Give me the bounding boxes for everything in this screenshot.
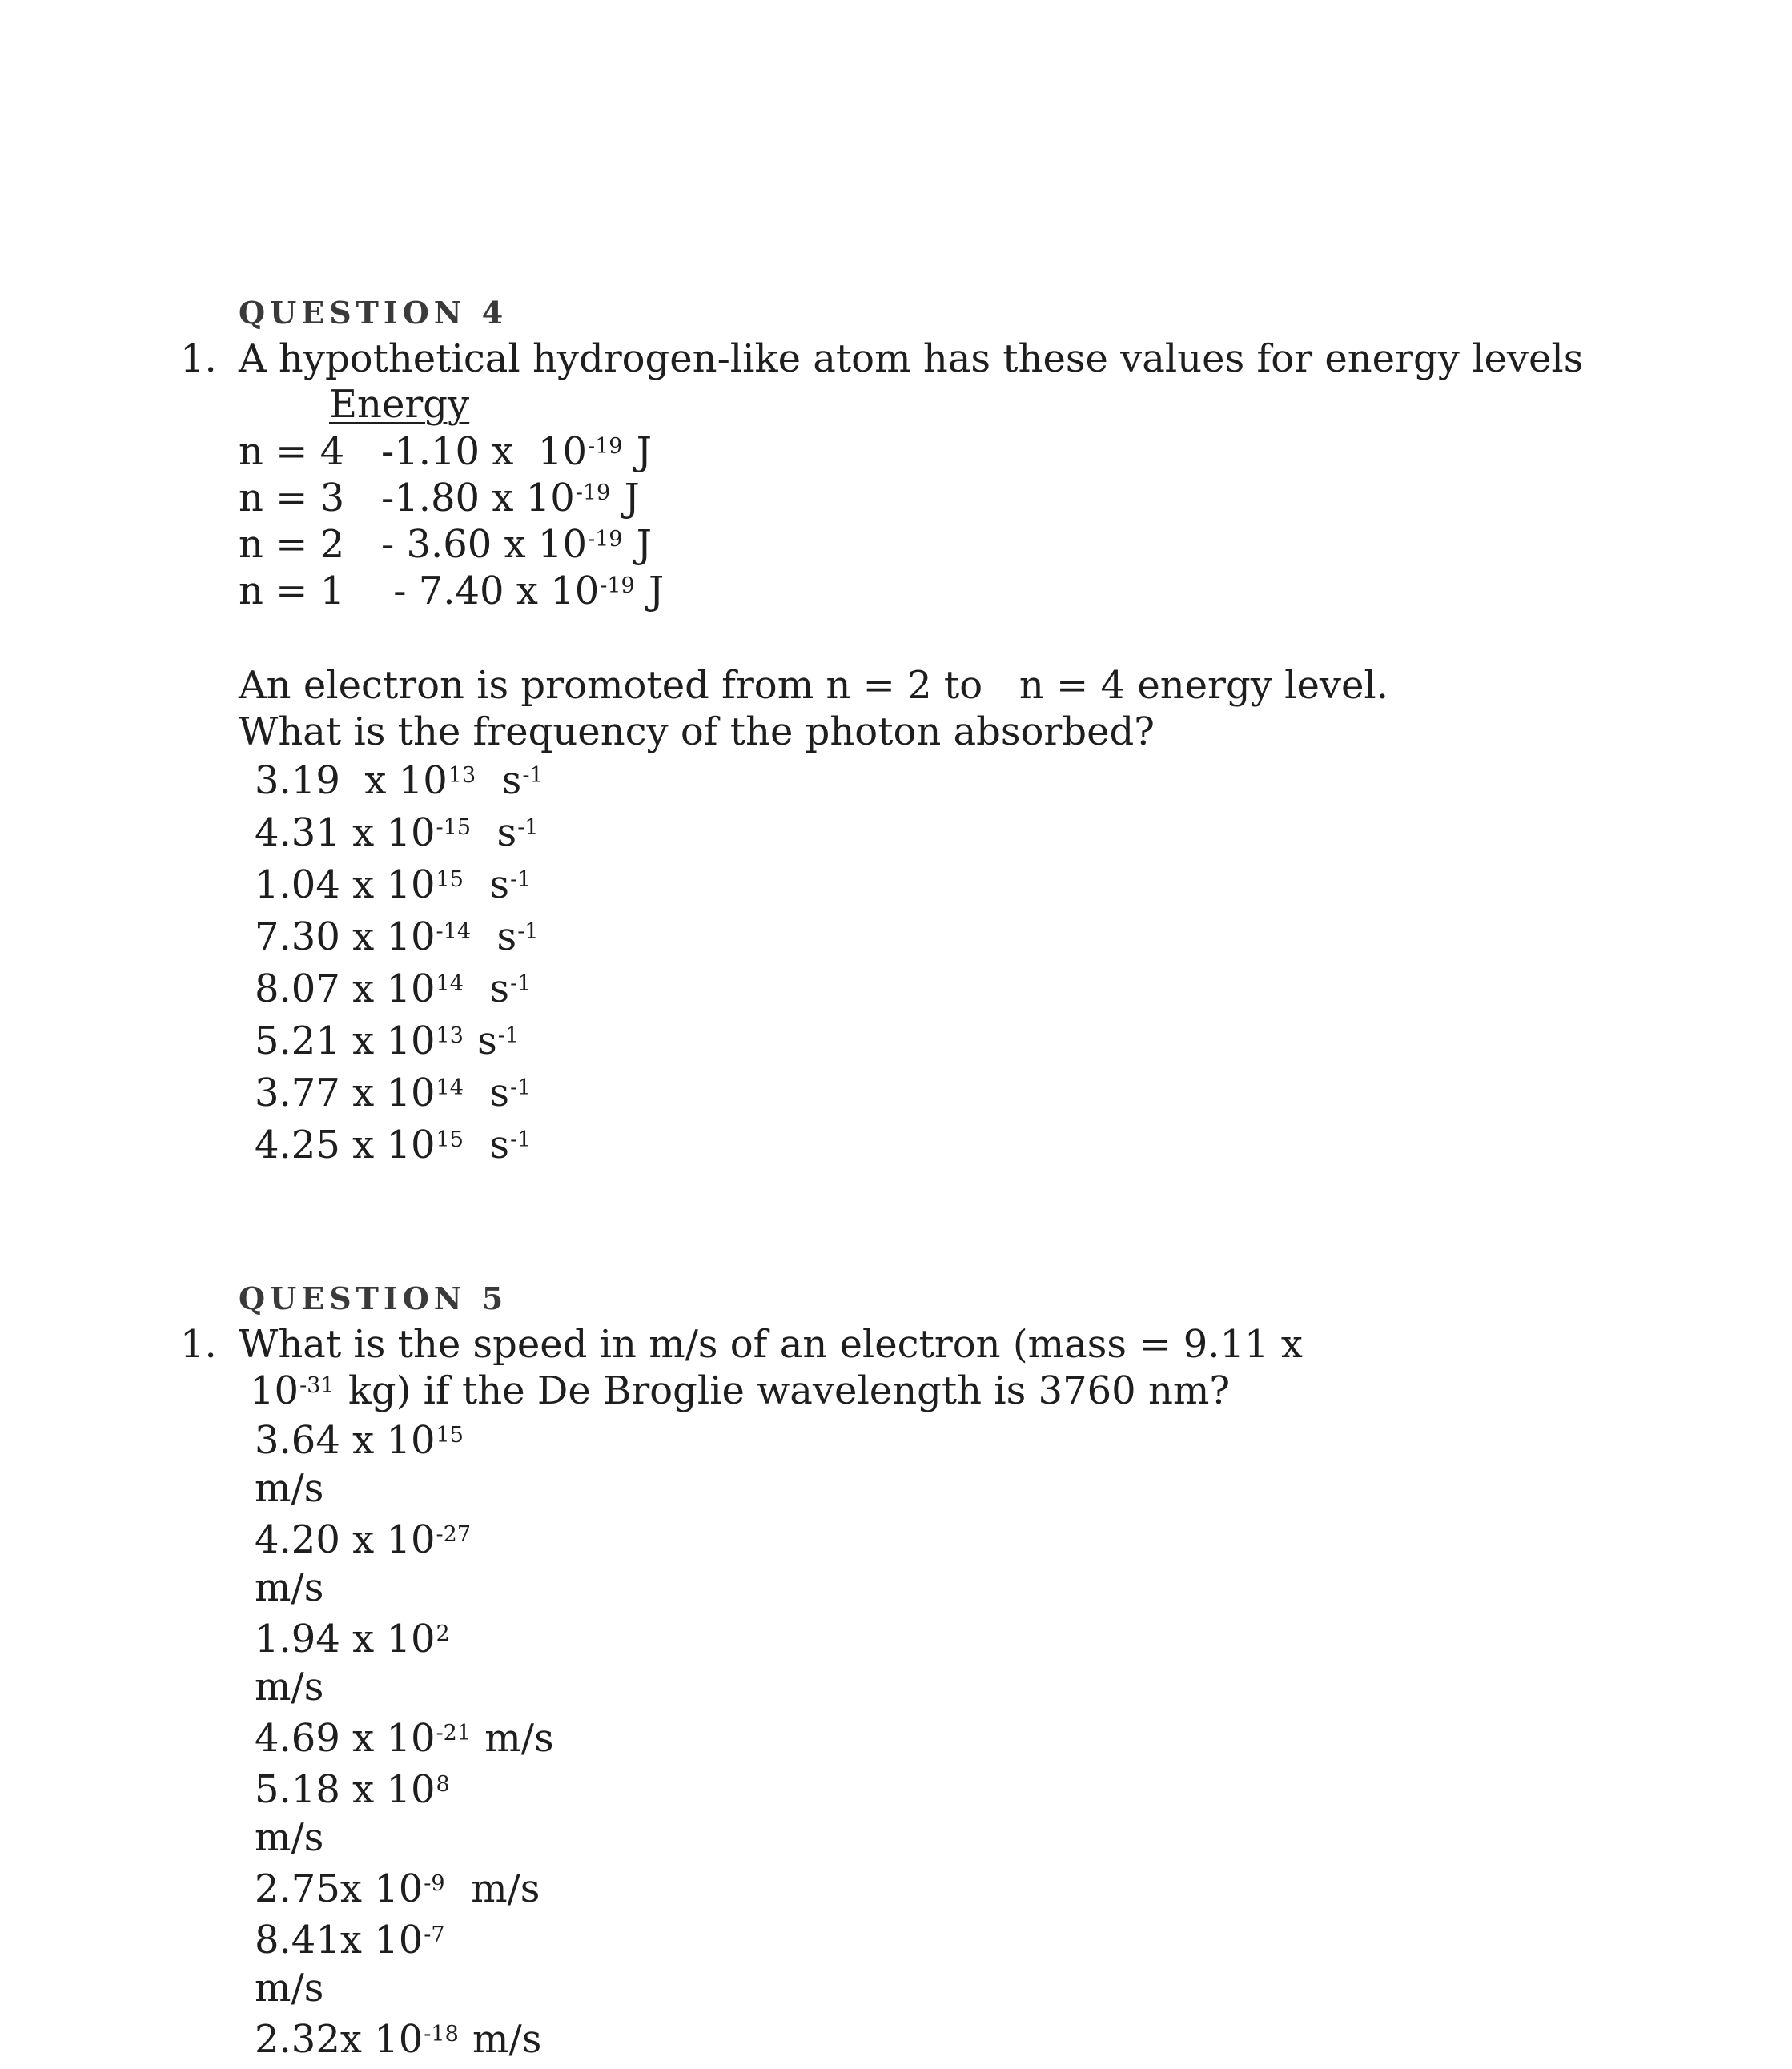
- level-mantissa: - 3.60 x 10: [380, 522, 587, 567]
- exponent: -1: [522, 763, 544, 788]
- exponent: 15: [436, 1127, 464, 1152]
- exponent: -27: [436, 1522, 472, 1547]
- exponent: 14: [436, 1075, 464, 1100]
- level-unit: J: [612, 476, 640, 520]
- value-text: s: [472, 810, 517, 855]
- value-text: 10: [250, 1368, 299, 1413]
- answer-option[interactable]: [255, 1123, 532, 1167]
- value-text: 7.30 x 10: [255, 914, 436, 959]
- answer-option[interactable]: [255, 966, 532, 1011]
- exponent: -7: [424, 1922, 445, 1947]
- exponent: 2: [436, 1621, 450, 1646]
- exponent: -9: [424, 1871, 445, 1896]
- exponent: 13: [436, 1023, 464, 1048]
- level-exponent: -19: [587, 434, 623, 459]
- value-text: 1.04 x 10: [255, 862, 436, 907]
- answer-option-unit: m/s: [255, 1466, 324, 1511]
- answer-option-unit: m/s: [255, 1815, 324, 1860]
- level-label: n = 1: [239, 568, 345, 613]
- answer-option[interactable]: [255, 1071, 532, 1115]
- value-text: 3.19 x 10: [255, 758, 448, 803]
- value-text: s: [464, 1018, 497, 1063]
- value-text: m/s: [446, 1866, 540, 1911]
- value-text: 4.20 x 10: [255, 1517, 436, 1562]
- level-exponent: -19: [587, 527, 623, 552]
- value-text: 2.75x 10: [255, 1866, 424, 1911]
- exponent: 13: [448, 763, 476, 788]
- energy-column-header: Energy: [329, 382, 470, 427]
- value-text: 5.21 x 10: [255, 1018, 436, 1063]
- value-text: s: [472, 914, 517, 959]
- value-text: m/s: [472, 1716, 554, 1761]
- level-exponent: -19: [600, 573, 635, 598]
- answer-option-unit: m/s: [255, 1565, 324, 1610]
- value-text: kg) if the De Broglie wavelength is 3760 nm?: [335, 1368, 1231, 1413]
- answer-option-unit: m/s: [255, 1966, 324, 2011]
- answer-option[interactable]: [255, 1767, 452, 1812]
- exponent: 15: [436, 1423, 464, 1448]
- answer-option[interactable]: [255, 1517, 472, 1562]
- value-text: 1.94 x 10: [255, 1617, 436, 1661]
- exponent: -18: [424, 2022, 459, 2047]
- value-text: 4.25 x 10: [255, 1123, 436, 1167]
- energy-level-row: [239, 476, 640, 520]
- exponent: -1: [510, 1075, 532, 1100]
- q4-item-number: 1.: [180, 336, 217, 381]
- question-5-heading: QUESTION 5: [239, 1280, 508, 1316]
- level-unit: J: [624, 522, 652, 567]
- value-text: s: [477, 758, 522, 803]
- exponent: 8: [436, 1772, 450, 1797]
- level-label: n = 2: [239, 522, 345, 567]
- q4-prompt: A hypothetical hydrogen-like atom has these values for energy levels: [239, 336, 1584, 381]
- exponent: -1: [510, 971, 532, 996]
- value-text: 8.07 x 10: [255, 966, 436, 1011]
- answer-option-unit: m/s: [255, 1665, 324, 1709]
- value-text: 3.77 x 10: [255, 1071, 436, 1115]
- exponent: -14: [436, 919, 472, 944]
- answer-option[interactable]: [255, 1617, 452, 1661]
- value-text: s: [464, 1123, 510, 1167]
- exponent: -1: [510, 867, 532, 892]
- value-text: 4.31 x 10: [255, 810, 436, 855]
- exponent: -15: [436, 815, 472, 840]
- value-text: 2.32x 10: [255, 2017, 424, 2062]
- energy-level-row: [239, 522, 652, 567]
- question-4-heading: QUESTION 4: [239, 295, 508, 331]
- exponent: -1: [517, 815, 539, 840]
- answer-option[interactable]: [255, 2017, 542, 2062]
- exponent: 15: [436, 867, 464, 892]
- answer-option[interactable]: [255, 1716, 554, 1761]
- value-text: 8.41x 10: [255, 1918, 424, 1963]
- exponent: -1: [510, 1127, 532, 1152]
- level-exponent: -19: [575, 480, 611, 505]
- level-unit: J: [636, 568, 665, 613]
- exponent: -21: [436, 1721, 472, 1746]
- answer-option[interactable]: [255, 1418, 465, 1463]
- q4-statement-2: What is the frequency of the photon absorbed?: [239, 709, 1155, 754]
- answer-option[interactable]: [255, 1918, 447, 1963]
- exponent: -31: [299, 1373, 335, 1398]
- answer-option[interactable]: [255, 810, 540, 855]
- energy-level-row: [239, 568, 665, 613]
- answer-option[interactable]: [255, 862, 532, 907]
- exponent: 14: [436, 971, 464, 996]
- value-text: 4.69 x 10: [255, 1716, 436, 1761]
- answer-option[interactable]: [255, 914, 540, 959]
- value-text: 5.18 x 10: [255, 1767, 436, 1812]
- q4-statement-1: An electron is promoted from n = 2 to n = 4 energy level.: [239, 663, 1388, 708]
- level-mantissa: -1.10 x 10: [380, 429, 587, 474]
- level-mantissa: - 7.40 x 10: [380, 568, 600, 613]
- exponent: -1: [497, 1023, 520, 1048]
- value-text: s: [464, 862, 510, 907]
- q5-item-number: 1.: [180, 1322, 217, 1367]
- value-text: 3.64 x 10: [255, 1418, 436, 1463]
- level-label: n = 3: [239, 476, 345, 520]
- answer-option[interactable]: [255, 1018, 520, 1063]
- q5-prompt-line-2: [250, 1368, 1231, 1413]
- value-text: s: [464, 966, 510, 1011]
- energy-level-row: [239, 429, 652, 474]
- answer-option[interactable]: [255, 758, 545, 803]
- value-text: s: [464, 1071, 510, 1115]
- q5-prompt-line-1: What is the speed in m/s of an electron (mass = 9.11 x: [239, 1322, 1303, 1367]
- answer-option[interactable]: [255, 1866, 540, 1911]
- level-mantissa: -1.80 x 10: [380, 476, 575, 520]
- level-label: n = 4: [239, 429, 345, 474]
- level-unit: J: [624, 429, 652, 474]
- value-text: m/s: [460, 2017, 542, 2062]
- exponent: -1: [517, 919, 539, 944]
